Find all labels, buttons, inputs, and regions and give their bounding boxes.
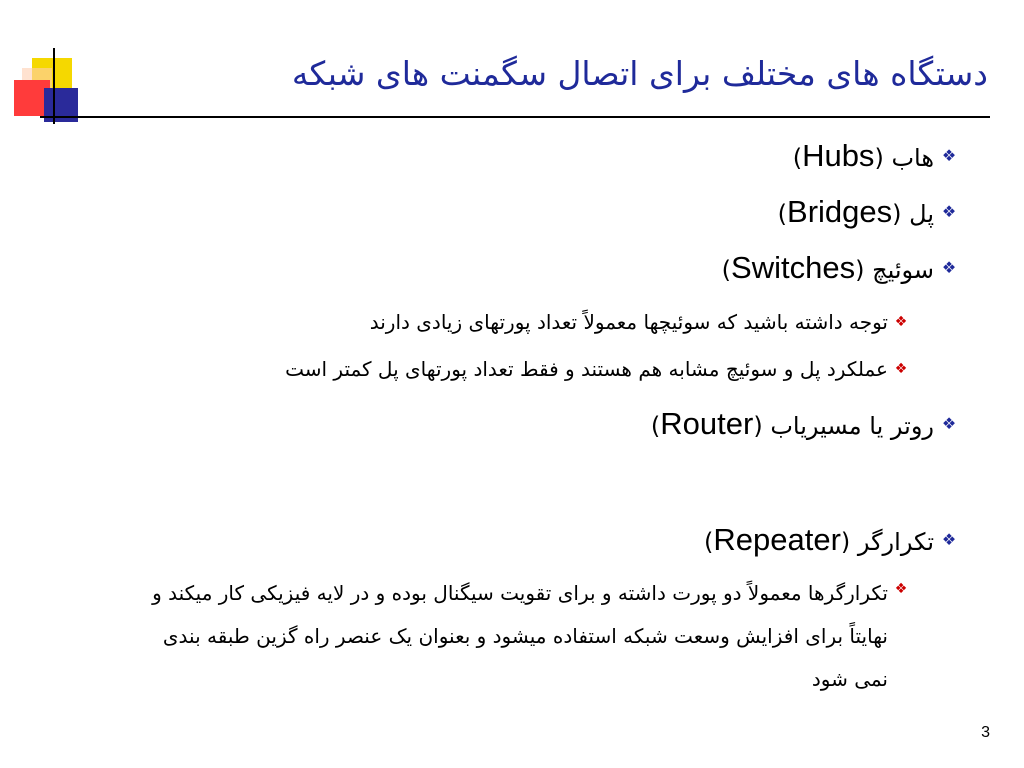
title-rule bbox=[40, 116, 990, 118]
item-fa: تکرارگر bbox=[857, 528, 934, 556]
item-en: Switches bbox=[731, 250, 856, 285]
logo-vertical-line bbox=[53, 48, 55, 124]
diamond-bullet-icon: ❖ bbox=[894, 581, 908, 597]
diamond-bullet-icon: ❖ bbox=[941, 530, 957, 549]
item-fa: روتر یا مسیریاب bbox=[770, 412, 934, 440]
list-item-repeater bbox=[84, 514, 964, 568]
sub-item-switch-note-2 bbox=[84, 352, 914, 386]
page-number: 3 bbox=[981, 724, 990, 741]
item-en: Bridges bbox=[787, 194, 893, 229]
diamond-bullet-icon: ❖ bbox=[941, 146, 957, 165]
list-item-bridges bbox=[84, 186, 964, 240]
item-fa: سوئیچ bbox=[872, 256, 934, 284]
list-item-router bbox=[84, 398, 964, 452]
sub-item-line: تکرارگرها معمولاً دو پورت داشته و برای تقویت سیگنال بوده و در لایه فیزیکی کار میکند و bbox=[152, 581, 888, 605]
item-en: Hubs bbox=[802, 138, 875, 173]
diamond-bullet-icon: ❖ bbox=[941, 414, 957, 433]
item-fa: هاب bbox=[891, 144, 934, 172]
sub-item-line: نهایتاً برای افزایش وسعت شبکه استفاده میشود و بعنوان یک عنصر راه گزین طبقه بندی bbox=[162, 624, 888, 648]
diamond-bullet-icon: ❖ bbox=[941, 258, 957, 277]
logo-squares bbox=[0, 0, 90, 130]
item-text: تکرارگر (Repeater) bbox=[703, 522, 934, 557]
item-text: روتر یا مسیریاب (Router) bbox=[650, 406, 934, 441]
item-en: Repeater bbox=[713, 522, 841, 557]
item-fa: پل bbox=[909, 200, 934, 228]
sub-item-text: توجه داشته باشید که سوئیچها معمولاً تعداد پورتهای زیادی دارند bbox=[369, 310, 888, 334]
sub-item-repeater-note bbox=[84, 572, 914, 701]
sub-item-switch-note-1 bbox=[84, 305, 914, 339]
item-en: Router bbox=[660, 406, 754, 441]
diamond-bullet-icon: ❖ bbox=[894, 314, 908, 330]
slide-title: دستگاه های مختلف برای اتصال سگمنت های شبکه bbox=[291, 54, 988, 93]
sub-item-text bbox=[152, 572, 888, 701]
diamond-bullet-icon: ❖ bbox=[894, 361, 908, 377]
item-text: پل (Bridges) bbox=[777, 194, 934, 229]
list-item-hubs bbox=[84, 130, 964, 184]
diamond-bullet-icon: ❖ bbox=[941, 202, 957, 221]
sub-item-text: عملکرد پل و سوئیچ مشابه هم هستند و فقط تعداد پورتهای پل کمتر است bbox=[285, 357, 888, 381]
item-text: سوئیچ (Switches) bbox=[721, 250, 934, 285]
item-text: هاب (Hubs) bbox=[792, 138, 934, 173]
sub-item-line: نمی شود bbox=[811, 667, 888, 691]
list-item-switches bbox=[84, 242, 964, 296]
